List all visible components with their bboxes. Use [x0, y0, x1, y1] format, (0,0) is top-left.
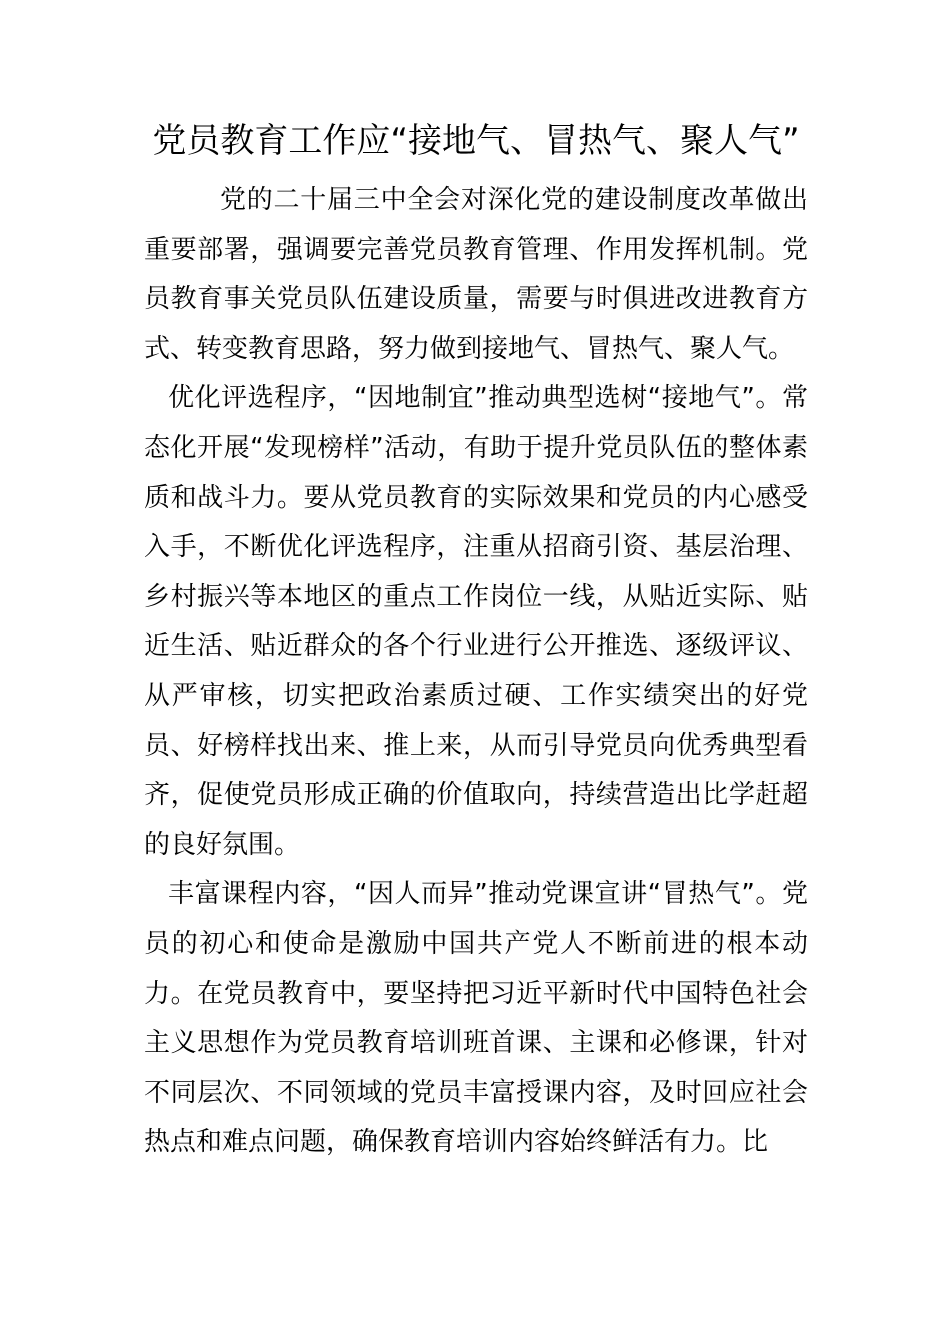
section-paragraph-selection: 优化评选程序，“因地制宜”推动典型选树“接地气”。常态化开展“发现榜样”活动，有助于提升党员队伍的整体素质和战斗力。要从党员教育的实际效果和党员的内心感受入手，不断优化评选程序，注重从招商引资、基层治理、乡村振兴等本地区的重点工作岗位一线，从贴近实际、贴近生活、贴近群众的各个行业进行公开推选、逐级评议、从严审核，切实把政治素质过硬、工作实绩突出的好党员、好榜样找出来、推上来，从而引导党员向优秀典型看齐，促使党员形成正确的价值取向，持续营造出比学赶超的良好氛围。: [144, 383, 808, 860]
intro-paragraph: 党的二十届三中全会对深化党的建设制度改革做出重要部署，强调要完善党员教育管理、作用发挥机制。党员教育事关党员队伍建设质量，需要与时俱进改进教育方式、转变教育思路，努力做到接地气、冒热气、聚人气。: [144, 185, 808, 364]
document-title: 党员教育工作应“接地气、冒热气、聚人气”: [152, 121, 800, 161]
document-page: [144, 118, 808, 1168]
section-paragraph-courses: 丰富课程内容，“因人而异”推动党课宣讲“冒热气”。党员的初心和使命是激励中国共产党人不断前进的根本动力。在党员教育中，要坚持把习近平新时代中国特色社会主义思想作为党员教育培训班首课、主课和必修课，针对不同层次、不同领域的党员丰富授课内容，及时回应社会热点和难点问题，确保教育培训内容始终鲜活有力。比: [144, 879, 808, 1158]
